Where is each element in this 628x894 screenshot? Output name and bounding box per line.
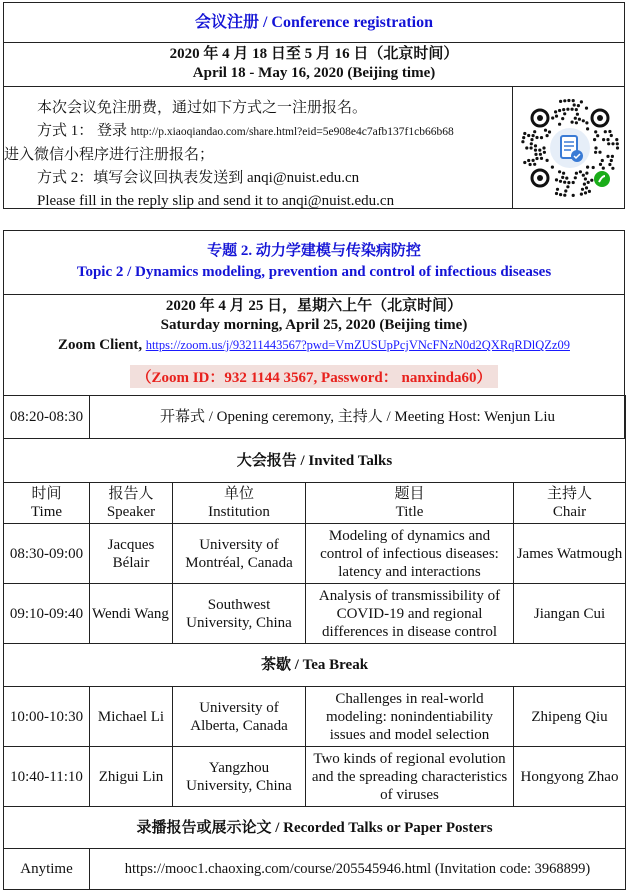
qr-dot (563, 99, 566, 102)
qr-dot (562, 172, 565, 175)
qr-dot (575, 108, 578, 111)
qr-dot (602, 138, 605, 141)
qr-dot (558, 123, 561, 126)
qr-dot (601, 159, 604, 162)
qr-dot (534, 153, 537, 156)
header-speaker-en: Speaker (106, 504, 156, 520)
qr-dot (551, 166, 554, 169)
qr-dot (575, 172, 578, 175)
qr-dot (594, 151, 597, 154)
wechat-miniprogram-qr-icon[interactable] (516, 94, 624, 202)
qr-dot (544, 129, 547, 132)
qr-dot (604, 130, 607, 133)
qr-dot (530, 142, 533, 145)
qr-dot (579, 170, 582, 173)
registration-block (3, 2, 625, 209)
talk-speaker: Jacques Bélair (90, 524, 173, 584)
tea-break-row (4, 644, 626, 687)
qr-dot (548, 130, 551, 133)
talk-time: 08:30-09:00 (4, 524, 90, 584)
zoom-link[interactable]: https://zoom.us/j/93211443567?pwd=VmZUSUpPcjVNcFNzN0d2QXRqRDlQZz09 (145, 338, 570, 352)
qr-dot (534, 144, 537, 147)
talk-title: Analysis of transmissibility of COVID-19 and regional differences in disease control (306, 584, 514, 644)
header-time (4, 483, 90, 524)
qr-dot (586, 166, 589, 169)
topic-title (4, 241, 624, 285)
qr-dot (573, 103, 576, 106)
qr-dot (586, 127, 589, 130)
qr-dot (602, 167, 605, 170)
qr-dot (585, 172, 588, 175)
method1-label: 方式 1： 登录 (37, 123, 128, 139)
anytime-link[interactable]: https://mooc1.chaoxing.com/course/205545946.html (Invitation code: 3968899) (90, 849, 626, 890)
topic-date-zoom (4, 294, 624, 395)
topic-title-cn: 专题 2. 动力学建模与传染病防控 (207, 243, 421, 259)
recorded-section-title: 录播报告或展示论文 / Recorded Talks or Paper Posters (4, 807, 626, 849)
qr-dot (585, 121, 588, 124)
qr-dot (610, 159, 613, 162)
qr-dot (564, 189, 567, 192)
qr-dot (610, 134, 613, 137)
schedule-table (3, 395, 626, 890)
registration-method2-cn: 方式 2：填写会议回执表发送到 anqi@nuist.edu.cn (37, 170, 360, 186)
qr-dot (593, 138, 596, 141)
talk-institution: University of Montréal, Canada (173, 524, 306, 584)
qr-dot (530, 146, 533, 149)
qr-dot (574, 176, 577, 179)
qr-dot (561, 176, 564, 179)
table-row (4, 747, 626, 807)
qr-dot (533, 130, 536, 133)
header-institution-cn: 单位 (223, 486, 254, 502)
qr-dot (607, 142, 610, 145)
qr-dot (562, 108, 565, 111)
qr-dot (566, 108, 569, 111)
qr-dot (558, 109, 561, 112)
registration-method1-tail: 进入微信小程序进行注册报名； (4, 147, 215, 163)
qr-dot (594, 146, 597, 149)
qr-dot (522, 136, 525, 139)
qr-dot (576, 113, 579, 116)
qr-dot (590, 179, 593, 182)
qr-dot (567, 99, 570, 102)
talk-institution: Yangzhou University, China (173, 747, 306, 807)
tea-break-title: 茶歇 / Tea Break (4, 644, 626, 687)
qr-dot (523, 161, 526, 164)
qr-dot (608, 163, 611, 166)
qr-dot (606, 155, 609, 158)
qr-dot (532, 134, 535, 137)
qr-dot (616, 142, 619, 145)
qr-dot (529, 163, 532, 166)
qr-dot (611, 155, 614, 158)
topic-title-en: Topic 2 / Dynamics modeling, prevention and control of infectious diseases (76, 264, 552, 280)
anytime-row (4, 849, 626, 890)
header-chair-cn: 主持人 (546, 486, 592, 502)
table-row (4, 524, 626, 584)
qr-dot (582, 174, 585, 177)
qr-dot (533, 163, 536, 166)
qr-dot (559, 100, 562, 103)
qr-dot (521, 140, 524, 143)
qr-dot (525, 146, 528, 149)
qr-dot (563, 181, 566, 184)
registration-title: 会议注册 / Conference registration (194, 14, 434, 31)
qr-dot (616, 146, 619, 149)
qr-dot (532, 159, 535, 162)
qr-dot (585, 186, 588, 189)
qr-dot (540, 136, 543, 139)
qr-dot (535, 157, 538, 160)
registration-body (4, 86, 624, 208)
header-title-en: Title (395, 504, 424, 520)
qr-dot (551, 116, 554, 119)
header-institution-en: Institution (208, 504, 270, 520)
qr-dot (527, 159, 530, 162)
talk-time: 09:10-09:40 (4, 584, 90, 644)
qr-dot (534, 149, 537, 152)
qr-dot (594, 130, 597, 133)
header-speaker (90, 483, 173, 524)
invited-section-title: 大会报告 / Invited Talks (4, 439, 626, 483)
qr-dot (530, 138, 533, 141)
qr-dot (584, 177, 587, 180)
qr-dot (555, 192, 558, 195)
qr-dot (575, 121, 578, 124)
qr-dot (559, 180, 562, 183)
qr-dot (585, 107, 588, 110)
qr-dot (556, 188, 559, 191)
qr-dot (599, 163, 602, 166)
qr-dot (578, 118, 581, 121)
registration-method2-en: Please fill in the reply slip and send it to anqi@nuist.edu.cn (37, 193, 395, 209)
qr-dot (583, 183, 586, 186)
table-row (4, 584, 626, 644)
talk-time: 10:00-10:30 (4, 687, 90, 747)
qr-dot (546, 159, 549, 162)
talk-title: Modeling of dynamics and control of infectious diseases: latency and interactions (306, 524, 514, 584)
recorded-section-row (4, 807, 626, 849)
table-row (4, 687, 626, 747)
qr-dot (608, 130, 611, 133)
zoom-id-badge: （Zoom ID：932 1144 3567, Password： nanxinda60） (130, 365, 497, 388)
talk-chair: Hongyong Zhao (514, 747, 626, 807)
qr-dot (554, 110, 557, 113)
qr-dot (580, 193, 583, 196)
registration-intro: 本次会议免注册费，通过如下方式之一注册报名。 (37, 100, 368, 116)
opening-time: 08:20-08:30 (4, 396, 90, 439)
header-chair-en: Chair (552, 504, 587, 520)
qr-dot (581, 188, 584, 191)
opening-row (4, 396, 626, 439)
qr-dot (587, 181, 590, 184)
qr-dot (523, 132, 526, 135)
qr-dot (598, 151, 601, 154)
qr-dot (572, 181, 575, 184)
topic-date-en: Saturday morning, April 25, 2020 (Beijing time) (160, 317, 468, 333)
qr-dot (566, 185, 569, 188)
opening-text: 开幕式 / Opening ceremony, 主持人 / Meeting Host: Wenjun Liu (90, 396, 626, 439)
qr-dot (611, 167, 614, 170)
talk-institution: Southwest University, China (173, 584, 306, 644)
talk-title: Challenges in real-world modeling: nonindentiability issues and model selection (306, 687, 514, 747)
header-chair (514, 483, 626, 524)
qr-dot (571, 108, 574, 111)
header-title-cn: 题目 (394, 486, 425, 502)
talk-time: 10:40-11:10 (4, 747, 90, 807)
qr-dot (535, 136, 538, 139)
qr-dot (540, 157, 543, 160)
header-time-en: Time (30, 504, 63, 520)
qr-dot (572, 99, 575, 102)
qr-dot (546, 134, 549, 137)
registration-dates (4, 42, 624, 86)
talk-speaker: Michael Li (90, 687, 173, 747)
qr-dot (543, 151, 546, 154)
zoom-line (4, 335, 624, 356)
qr-dot (588, 190, 591, 193)
qr-dot (571, 121, 574, 124)
qr-dot (563, 194, 566, 197)
qr-dot (577, 104, 580, 107)
registration-dates-en: April 18 - May 16, 2020 (Beijing time) (192, 65, 436, 81)
qr-dot (596, 134, 599, 137)
registration-dates-cn: 2020 年 4 月 18 日至 5 月 16 日（北京时间） (169, 46, 459, 62)
talk-speaker: Zhigui Lin (90, 747, 173, 807)
zoom-label: Zoom Client, (58, 337, 143, 353)
talk-institution: University of Alberta, Canada (173, 687, 306, 747)
qr-dot (615, 138, 618, 141)
qr-dot (606, 138, 609, 141)
qr-dot (561, 117, 564, 120)
qr-dot (555, 178, 558, 181)
zoom-id-wrap (4, 365, 624, 388)
qr-dot (580, 100, 583, 103)
invited-section-row (4, 439, 626, 483)
qr-dot (574, 117, 577, 120)
anytime-time: Anytime (4, 849, 90, 890)
header-title (306, 483, 514, 524)
qr-dot (567, 181, 570, 184)
qr-dot (527, 134, 530, 137)
talk-chair: James Watmough (514, 524, 626, 584)
talk-speaker: Wendi Wang (90, 584, 173, 644)
qr-dot (555, 115, 558, 118)
qr-dot (542, 146, 545, 149)
qr-dot (559, 193, 562, 196)
qr-dot (572, 194, 575, 197)
header-time-cn: 时间 (31, 486, 62, 502)
qr-dot (565, 177, 568, 180)
qr-dot (592, 166, 595, 169)
topic-date-cn: 2020 年 4 月 25 日，星期六上午（北京时间） (165, 298, 463, 314)
qr-dot (538, 149, 541, 152)
qr-dot (558, 170, 561, 173)
qr-dot (584, 191, 587, 194)
qr-dot (611, 142, 614, 145)
registration-text (4, 97, 512, 213)
qr-dot (539, 153, 542, 156)
talk-title: Two kinds of regional evolution and the spreading characteristics of viruses (306, 747, 514, 807)
header-speaker-cn: 报告人 (108, 486, 154, 502)
qr-dot (582, 119, 585, 122)
registration-method1 (4, 120, 512, 144)
talk-chair: Jiangan Cui (514, 584, 626, 644)
method1-url[interactable]: http://p.xiaoqiandao.com/share.html?eid=5e908e4c7afb137f1cb66b68 (130, 126, 454, 138)
qr-divider (512, 87, 513, 209)
qr-dot (563, 112, 566, 115)
header-institution (173, 483, 306, 524)
talk-chair: Zhipeng Qiu (514, 687, 626, 747)
header-row (4, 483, 626, 524)
